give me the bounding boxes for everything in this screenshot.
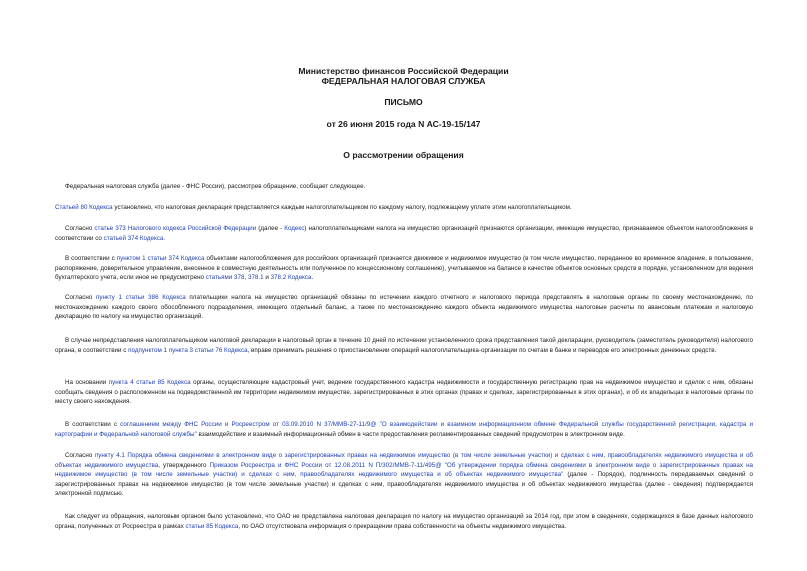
paragraph-text: , вправе принимать решения о приостановлении операций налогоплательщика-организации по счетам в банке и переводов его электронных денежных средств.	[247, 346, 717, 354]
document-type: ПИСЬМО	[384, 97, 423, 107]
document-link[interactable]: пункту 4.1 Порядка обмена сведениями в электронном виде о зарегистрированных правах на недвижимое имущество (в том числе земельные участки) и сделках с ним, правообладателях недвижимого имущества и об объектах недвижимого имущества	[55, 452, 753, 469]
document-link[interactable]: пункта 4 статьи 85 Кодекса	[108, 379, 191, 386]
paragraph-text: .	[311, 274, 314, 282]
paragraph-text: Согласно	[65, 452, 95, 459]
paragraph	[55, 336, 753, 355]
document-link[interactable]: пункту 1 статьи 386 Кодекса	[95, 294, 186, 301]
paragraph	[55, 512, 753, 531]
document-link[interactable]: подпунктом 1 пункта 3 статьи 76 Кодекса	[128, 346, 248, 354]
paragraph-text: установлено, что налоговая декларация представляется каждым налогоплательщиком по каждому налогу, подлежащему уплате этим налогоплательщиком.	[112, 204, 572, 211]
paragraph-text: .	[163, 234, 166, 242]
document-link[interactable]: пунктом 1 статьи 374 Кодекса	[116, 255, 205, 262]
document-link[interactable]: соглашением между ФНС России и Росреестром от 03.09.2010 N 37/ММВ-27-11/9@ "О взаимодействии и взаимном информационном обмене Федеральной службы государственной регистрации, кадастра и картографии и Федеральной налоговой службы"	[55, 421, 753, 438]
paragraph	[55, 378, 753, 407]
paragraph-text: ,	[244, 274, 248, 282]
paragraph-text: В соответствии с	[65, 255, 117, 262]
paragraph	[55, 420, 753, 439]
document-link[interactable]: статьями 378	[205, 274, 245, 282]
paragraph-text: взаимодействие и взаимный информационный обмен в части предоставления регламентированных сведений предусмотрен в электронном виде.	[196, 430, 625, 438]
document-link[interactable]: 378.2 Кодекса	[270, 274, 312, 282]
service-name: ФЕДЕРАЛЬНАЯ НАЛОГОВАЯ СЛУЖБА	[321, 76, 486, 86]
paragraph	[55, 254, 753, 283]
paragraph-text: В случае непредставления налогоплательщиком налоговой декларации в налоговый орган в течение 10 дней по истечении установленного срока представления такой декларации, руководитель (заместитель руководителя) налогового органа, в соответствии с	[55, 337, 753, 354]
document-link[interactable]: Приказом Росреестра и ФНС России от 12.08.2011 N П/302/ММВ-7-11/495@ "Об утверждении порядка обмена сведениями в электронном виде о зарегистрированных правах на недвижимое имущество (в том числе земельные участки) и сделках с ним, правообладателях недвижимого имущества и об объектах недвижимого имущества"	[55, 461, 754, 479]
paragraph	[55, 182, 753, 192]
paragraph-text: плательщики налога на имущество организаций обязаны по истечении каждого отчетного и налогового периода представлять в налоговые органы по своему местонахождению, по местонахождению каждого своего обособленного подразделения, имеющего отдельный баланс, а также по местонахождению каждого объекта недвижимого имущества налоговые расчеты по авансовым платежам и налоговую декларацию по налогу на имущество организаций.	[55, 294, 753, 321]
document-link[interactable]: Кодекс	[284, 225, 305, 232]
paragraph-text: , по ОАО отсутствовала информация о прекращении права собственности на объекты недвижимого имущества.	[238, 522, 567, 530]
paragraph-text: Как следует из обращения, налоговым органом было установлено, что ОАО не представлена налоговая декларация по налогу на имущество организаций за 2014 год, при этом в сведениях, содержащихся в базе данных налогового органа, полученных от Росреестра в рамках	[55, 513, 753, 530]
paragraph	[55, 293, 753, 322]
paragraph-text: Согласно	[65, 294, 96, 301]
document-link[interactable]: Статьей 80 Кодекса	[55, 204, 113, 211]
ministry-name: Министерство финансов Российской Федерации	[298, 66, 509, 76]
paragraph-text: (далее - Порядок), подлинность передаваемых сведений о зарегистрированных правах на недвижимое имущество (в том числе земельные участки) и сделках с ним, правообладателях недвижимого имущества и об объектах недвижимого имущества (далее - сведения) подтверждается электронной подписью.	[55, 471, 754, 498]
document-date-number: от 26 июня 2015 года N АС-19-15/147	[326, 119, 481, 129]
paragraph-text: (далее -	[256, 225, 285, 232]
paragraph-text: органы, осуществляющие кадастровый учет, ведение государственного кадастра недвижимости и государственную регистрацию прав на недвижимое имущество и сделок с ним, обязаны сообщать сведения о расположенном на подведомственной им территории недвижимом имуществе, зарегистрированных в этих органах (правах и сделках, зарегистрированных в этих органах), и об их владельцах в налоговые органы по месту своего нахождения.	[55, 379, 753, 406]
paragraph-text: объектами налогообложения для российских организаций признается движимое и недвижимое имущество (в том числе имущество, переданное во временное владение, в пользование, распоряжение, доверительное управление, внесенное в совместную деятельность или полученное по концессионному соглашению), учитываемое на балансе в качестве объектов основных средств в порядке, установленном для ведения бухгалтерского учета, если иное не предусмотрено	[55, 255, 753, 282]
paragraph-text: Согласно	[65, 225, 95, 232]
paragraph-text: и	[263, 274, 271, 282]
paragraph-text: Федеральная налоговая служба (далее - ФНС России), рассмотрев обращение, сообщает следующее.	[65, 183, 366, 190]
document-subject: О рассмотрении обращения	[343, 150, 464, 160]
paragraph-text: ) налогоплательщиками налога на имущество организаций признаются организации, имеющие имущество, признаваемое объектом налогообложения в соответствии со	[55, 225, 754, 242]
paragraph-text: На основании	[65, 379, 109, 386]
paragraph	[55, 203, 753, 213]
document-link[interactable]: 378.1	[247, 274, 264, 282]
document-link[interactable]: статьи 85 Кодекса	[185, 522, 239, 530]
paragraph-text: В соответствии с	[65, 421, 121, 428]
paragraph-text: , утвержденного	[158, 461, 210, 469]
paragraph	[55, 224, 753, 243]
paragraph	[55, 451, 753, 499]
document-link[interactable]: статьей 374 Кодекса	[103, 234, 164, 242]
document-link[interactable]: статье 373 Налогового кодекса Российской Федерации	[94, 225, 257, 232]
